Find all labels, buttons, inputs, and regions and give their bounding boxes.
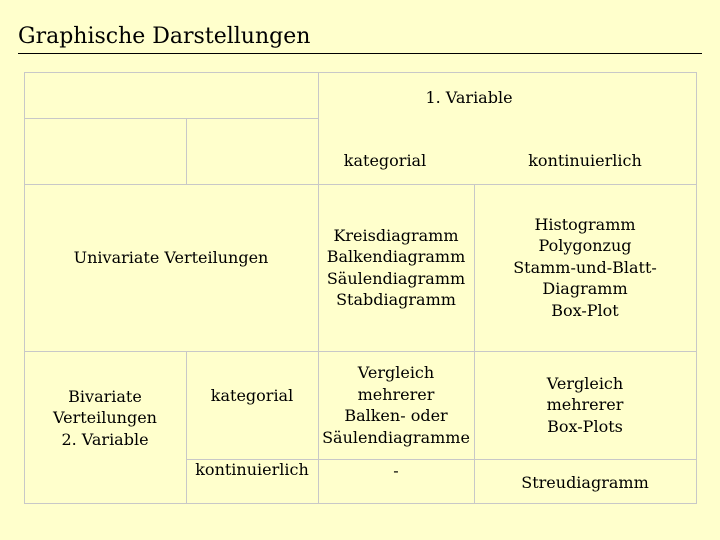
univariate-kategorial-cell: Kreisdiagramm Balkendiagramm Säulendiagramm Stabdiagramm xyxy=(326,225,466,309)
page-title: Graphische Darstellungen xyxy=(18,24,311,49)
title-divider xyxy=(18,53,702,54)
bivariate-label: Bivariate Verteilungen 2. Variable xyxy=(53,386,157,449)
bivariate-kategorial-kontinuierlich-cell: Vergleich mehrerer Box-Plots xyxy=(546,373,624,436)
header-kontinuierlich: kontinuierlich xyxy=(528,151,642,171)
bivariate-kategorial-kategorial-cell: Vergleich mehrerer Balken- oder Säulendiagramme xyxy=(322,363,470,447)
bivariate-row-kategorial-label: kategorial xyxy=(210,386,294,406)
table-line-label-split xyxy=(186,118,187,185)
univariate-kontinuierlich-cell: Histogramm Polygonzug Stamm-und-Blatt-Diagramm Box-Plot xyxy=(513,214,657,320)
header-variable1: 1. Variable xyxy=(425,88,513,108)
header-kategorial: kategorial xyxy=(343,151,427,171)
bivariate-row-kontinuierlich-label: kontinuierlich xyxy=(195,460,309,480)
table-border-right xyxy=(696,72,697,504)
bivariate-kontinuierlich-kategorial-cell: - xyxy=(393,461,399,481)
table-border-bottom xyxy=(24,503,697,504)
univariate-label: Univariate Verteilungen xyxy=(73,248,269,268)
table-line-header-split xyxy=(24,118,318,119)
bivariate-kontinuierlich-kontinuierlich-cell: Streudiagramm xyxy=(521,473,649,493)
